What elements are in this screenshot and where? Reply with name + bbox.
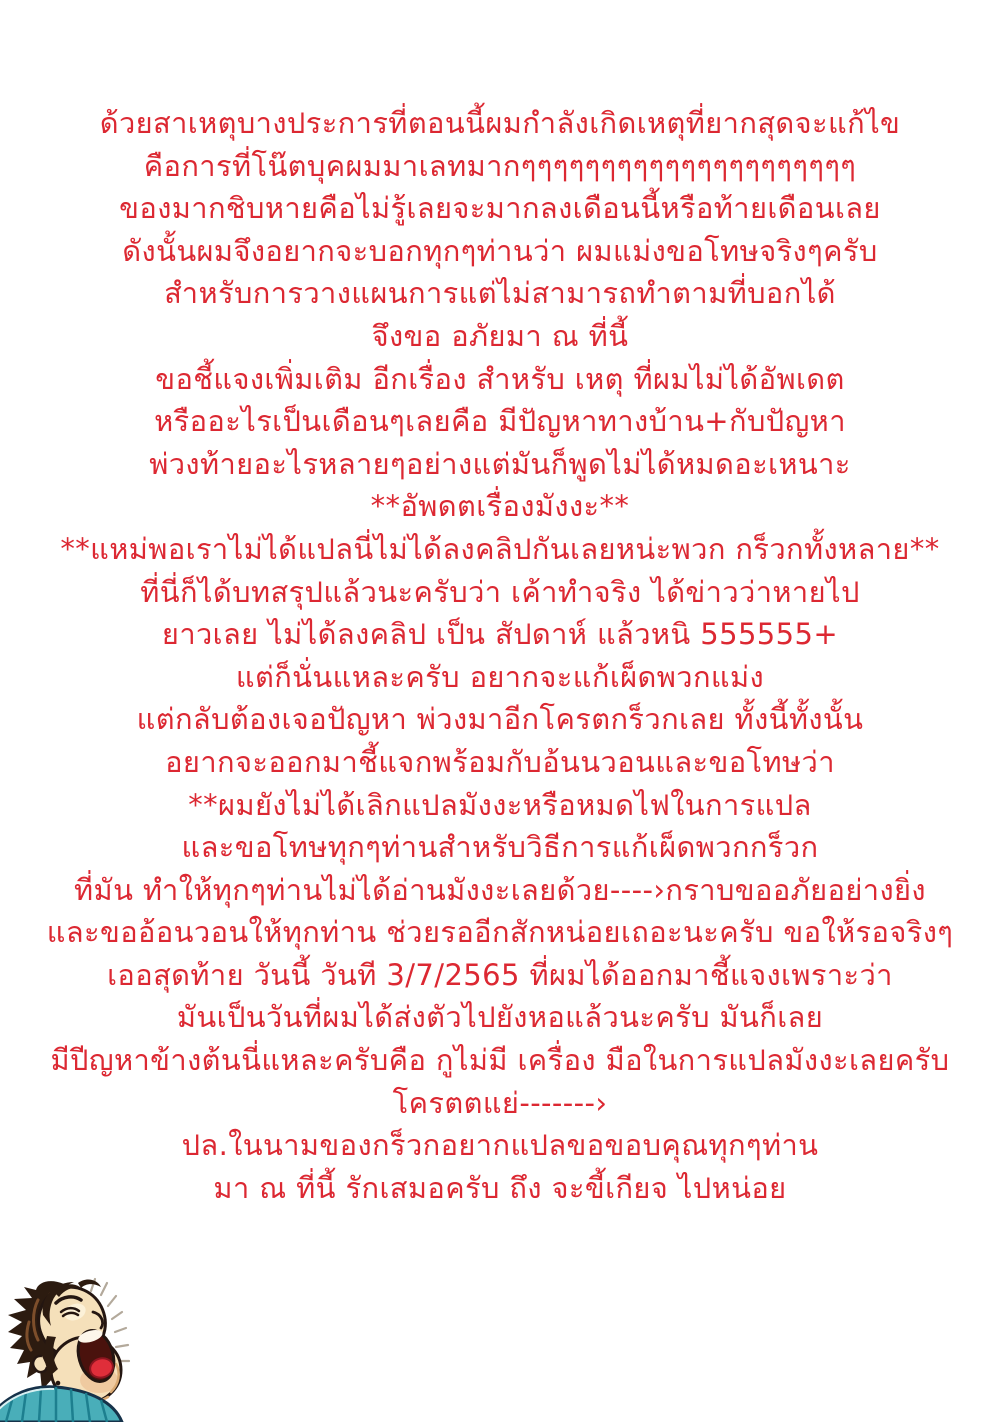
laughing-man-sticker	[0, 1270, 170, 1422]
head	[8, 1277, 121, 1403]
text-line: ด้วยสาเหตุบางประการที่ตอนนี้ผมกำลังเกิดเหตุที่ยากสุดจะแก้ไข	[99, 106, 901, 140]
text-line: ที่มัน ทำให้ทุกๆท่านไม่ได้อ่านมังงะเลยด้วย----›กราบขออภัยอย่างยิ่ง	[74, 872, 926, 907]
text-line: สำหรับการวางแผนการแต่ไม่สามารถทำตามที่บอกได้	[164, 276, 836, 311]
text-line: ขอชี้แจงเพิ่มเติม อีกเรื่อง สำหรับ เหตุ ที่ผมไม่ได้อัพเดต	[155, 361, 845, 396]
text-line: เออสุดท้าย วันนี้ วันที 3/7/2565 ที่ผมได้ออกมาชี้แจงเพราะว่า	[107, 957, 893, 992]
text-line: จึงขอ อภัยมา ณ ที่นี้	[371, 318, 629, 353]
text-line: ปล.ในนามของกร็วกอยากแปลขอขอบคุณทุกๆท่าน	[181, 1128, 819, 1163]
text-line: พ่วงท้ายอะไรหลายๆอย่างแต่มันก็พูดไม่ได้หมดอะเหนาะ	[149, 446, 851, 481]
text-line: มันเป็นวันที่ผมได้ส่งตัวไปยังหอแล้วนะครับ มันก็เลย	[176, 1000, 824, 1035]
text-line: ที่นี่ก็ได้บทสรุปแล้วนะครับว่า เค้าทำจริง ได้ข่าวว่าหายไป	[140, 574, 860, 609]
text-line: โครตตแย่-------›	[392, 1085, 608, 1120]
text-line: และขออ้อนวอนให้ทุกท่าน ช่วยรออีกสักหน่อยเถอะนะครับ ขอให้รอจริงๆ	[46, 915, 954, 950]
text-line: ของมากชิบหายคือไม่รู้เลยจะมากลงเดือนนี้หรือท้ายเดือนเลย	[119, 191, 881, 226]
text-line: **ผมยังไม่ได้เลิกแปลมังงะหรือหมดไฟในการแปล	[188, 787, 812, 822]
text-line: **แหม่พอเราไม่ได้แปลนี่ไม่ได้ลงคลิปกันเลยหน่ะพวก กร็วกทั้งหลาย**	[60, 531, 940, 566]
announcement-text	[0, 102, 1000, 1209]
laughing-man-illustration	[0, 1270, 170, 1422]
text-line: หรืออะไรเป็นเดือนๆเลยคือ มีปัญหาทางบ้าน+กับปัญหา	[154, 404, 846, 439]
text-line: มีปีญหาข้างต้นนี่แหละครับคือ กูไม่มี เครื่อง มือในการแปลมังงะเลยครับ	[50, 1043, 950, 1078]
text-line: และขอโทษทุกๆท่านสำหรับวิธีการแก้เผ็ดพวกกร็วก	[181, 830, 819, 865]
text-line: อยากจะออกมาชี้แจกพร้อมกับอ้นนวอนและขอโทษว่า	[165, 744, 835, 779]
text-line: ดังนั้นผมจึงอยากจะบอกทุกๆท่านว่า ผมแม่งขอโทษจริงๆครับ	[122, 233, 878, 268]
text-line: ยาวเลย ไม่ได้ลงคลิป เป็น สัปดาห์ แล้วหนิ 555555+	[161, 617, 839, 652]
text-line: มา ณ ที่นี้ รักเสมอครับ ถึง จะขี้เกียจ ไปหน่อย	[213, 1170, 787, 1205]
hair-top-tuft	[78, 1280, 101, 1288]
text-line: แต่กลับต้องเจอปัญหา พ่วงมาอีกโครตกร็วกเลย ทั้งนี้ทั้งนั้น	[136, 702, 864, 737]
text-line: คือการที่โน๊ตบุคผมมาเลทมากๆๆๆๆๆๆๆๆๆๆๆๆๆๆๆๆๆๆๆๆๆ	[143, 148, 857, 183]
text-line: **อัพดตเรื่องมังงะ**	[370, 489, 630, 524]
mole	[56, 1381, 61, 1386]
text-line: แต่ก็นั่นแหละครับ อยากจะแก้เผ็ดพวกแม่ง	[235, 659, 765, 694]
